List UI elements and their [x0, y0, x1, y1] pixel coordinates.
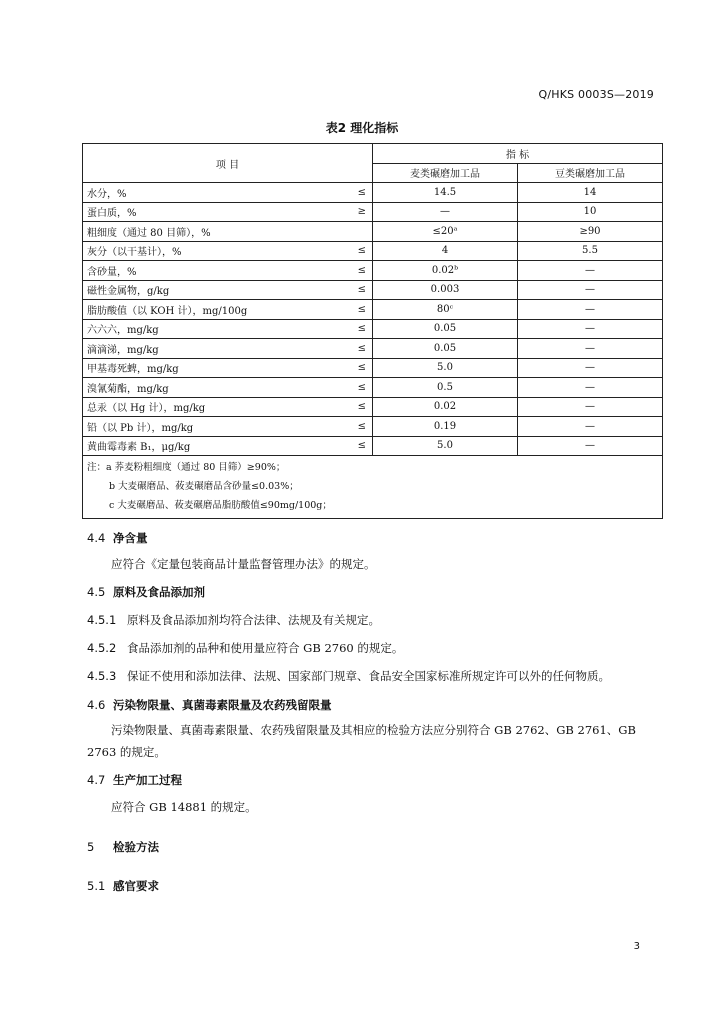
header-item: 项 目 [83, 144, 373, 183]
row-bean-value: — [518, 397, 663, 417]
row-wheat-value: 0.05 [373, 339, 518, 359]
row-operator: ≤ [333, 436, 373, 456]
standard-code: Q/HKS 0003S—2019 [538, 88, 654, 101]
row-item: 粗细度（通过 80 目筛），% [83, 222, 333, 242]
table-notes [83, 456, 663, 519]
section-title: 检验方法 [113, 840, 159, 854]
row-item: 滴滴涕，mg/kg [83, 339, 333, 359]
clause-number: 4.5.2 [87, 641, 117, 655]
row-bean-value: — [518, 319, 663, 339]
table-row [83, 300, 663, 320]
section-title: 感官要求 [113, 879, 159, 893]
row-bean-value: — [518, 339, 663, 359]
row-wheat-value: 80ᶜ [373, 300, 518, 320]
row-wheat-value: 0.05 [373, 319, 518, 339]
table-row [83, 339, 663, 359]
header-wheat: 麦类碾磨加工品 [373, 163, 518, 183]
section-4-5-1 [87, 609, 660, 631]
row-wheat-value: 4 [373, 241, 518, 261]
table-row [83, 241, 663, 261]
section-4-6-text: 污染物限量、真菌毒素限量、农药残留限量及其相应的检验方法应分别符合 GB 2762、GB 2761、GB 2763 的规定。 [87, 723, 636, 759]
row-bean-value: 14 [518, 183, 663, 203]
header-bean: 豆类碾磨加工品 [518, 163, 663, 183]
table-row [83, 378, 663, 398]
row-operator: ≤ [333, 339, 373, 359]
row-wheat-value: 0.5 [373, 378, 518, 398]
table-note: 注：a 荞麦粉粗细度（通过 80 目筛）≥90%； [87, 462, 286, 473]
row-bean-value: 5.5 [518, 241, 663, 261]
row-item: 溴氰菊酯，mg/kg [83, 378, 333, 398]
row-item: 灰分（以干基计），% [83, 241, 333, 261]
row-bean-value: — [518, 417, 663, 437]
row-wheat-value: 5.0 [373, 358, 518, 378]
section-number: 4.6 [87, 698, 106, 712]
table-title: 表2 理化指标 [325, 121, 399, 135]
table-row [83, 417, 663, 437]
table-row [83, 397, 663, 417]
row-wheat-value: ≤20ᵃ [373, 222, 518, 242]
row-operator: ≤ [333, 319, 373, 339]
row-wheat-value: 0.003 [373, 280, 518, 300]
row-item: 总汞（以 Hg 计），mg/kg [83, 397, 333, 417]
row-operator: ≤ [333, 397, 373, 417]
clause-text: 保证不使用和添加法律、法规、国家部门规章、食品安全国家标准所规定许可以外的任何物质。 [127, 669, 610, 683]
row-bean-value: — [518, 261, 663, 281]
section-title: 原料及食品添加剂 [113, 585, 205, 599]
section-4-6 [87, 697, 332, 713]
spec-table [82, 143, 663, 519]
row-operator [333, 222, 373, 242]
row-item: 水分，% [83, 183, 333, 203]
row-bean-value: — [518, 300, 663, 320]
table-row [83, 319, 663, 339]
row-wheat-value: 14.5 [373, 183, 518, 203]
row-item: 含砂量，% [83, 261, 333, 281]
row-operator: ≤ [333, 261, 373, 281]
page-number: 3 [633, 941, 640, 952]
row-bean-value: ≥90 [518, 222, 663, 242]
table-note: b 大麦碾磨品、莜麦碾磨品含砂量≤0.03%； [109, 481, 299, 492]
row-wheat-value: — [373, 202, 518, 222]
section-4-7 [87, 772, 182, 788]
table-row [83, 436, 663, 456]
section-5 [87, 839, 159, 855]
table-row [83, 280, 663, 300]
row-item: 六六六，mg/kg [83, 319, 333, 339]
row-operator: ≤ [333, 417, 373, 437]
row-item: 黄曲霉毒素 B₁，μg/kg [83, 436, 333, 456]
table-header-row [83, 144, 663, 164]
row-bean-value: — [518, 436, 663, 456]
clause-text: 原料及食品添加剂均符合法律、法规及有关规定。 [127, 613, 380, 627]
section-5-1 [87, 878, 159, 894]
section-number: 5 [87, 840, 95, 854]
clause-text: 食品添加剂的品种和使用量应符合 GB 2760 的规定。 [127, 641, 404, 655]
row-item: 蛋白质，% [83, 202, 333, 222]
row-bean-value: 10 [518, 202, 663, 222]
row-wheat-value: 5.0 [373, 436, 518, 456]
section-4-7-text: 应符合 GB 14881 的规定。 [111, 800, 257, 814]
section-number: 5.1 [87, 879, 106, 893]
table-notes-row [83, 456, 663, 519]
row-wheat-value: 0.02 [373, 397, 518, 417]
section-4-4-text: 应符合《定量包装商品计量监督管理办法》的规定。 [111, 557, 376, 571]
section-number: 4.5 [87, 585, 106, 599]
table-row [83, 358, 663, 378]
row-operator: ≤ [333, 241, 373, 261]
section-4-5-2 [87, 637, 660, 659]
row-operator: ≤ [333, 378, 373, 398]
row-bean-value: — [518, 358, 663, 378]
row-operator: ≤ [333, 358, 373, 378]
section-title: 生产加工过程 [113, 773, 182, 787]
row-wheat-value: 0.19 [373, 417, 518, 437]
header-indicator: 指 标 [373, 144, 663, 164]
section-number: 4.7 [87, 773, 106, 787]
table-row [83, 202, 663, 222]
table-row [83, 222, 663, 242]
clause-number: 4.5.1 [87, 613, 117, 627]
section-4-5 [87, 584, 205, 600]
row-item: 甲基毒死蜱，mg/kg [83, 358, 333, 378]
row-operator: ≤ [333, 183, 373, 203]
row-bean-value: — [518, 280, 663, 300]
row-operator: ≥ [333, 202, 373, 222]
section-title: 污染物限量、真菌毒素限量及农药残留限量 [113, 698, 332, 712]
clause-number: 4.5.3 [87, 669, 117, 683]
section-title: 净含量 [113, 531, 148, 545]
row-item: 铅（以 Pb 计），mg/kg [83, 417, 333, 437]
row-operator: ≤ [333, 280, 373, 300]
row-bean-value: — [518, 378, 663, 398]
table-note: c 大麦碾磨品、莜麦碾磨品脂肪酸值≤90mg/100g； [109, 500, 332, 511]
table-row [83, 183, 663, 203]
row-item: 脂肪酸值（以 KOH 计），mg/100g [83, 300, 333, 320]
section-number: 4.4 [87, 531, 106, 545]
row-item: 磁性金属物，g/kg [83, 280, 333, 300]
row-wheat-value: 0.02ᵇ [373, 261, 518, 281]
row-operator: ≤ [333, 300, 373, 320]
section-4-5-3 [87, 665, 660, 687]
section-4-4 [87, 530, 148, 546]
table-row [83, 261, 663, 281]
